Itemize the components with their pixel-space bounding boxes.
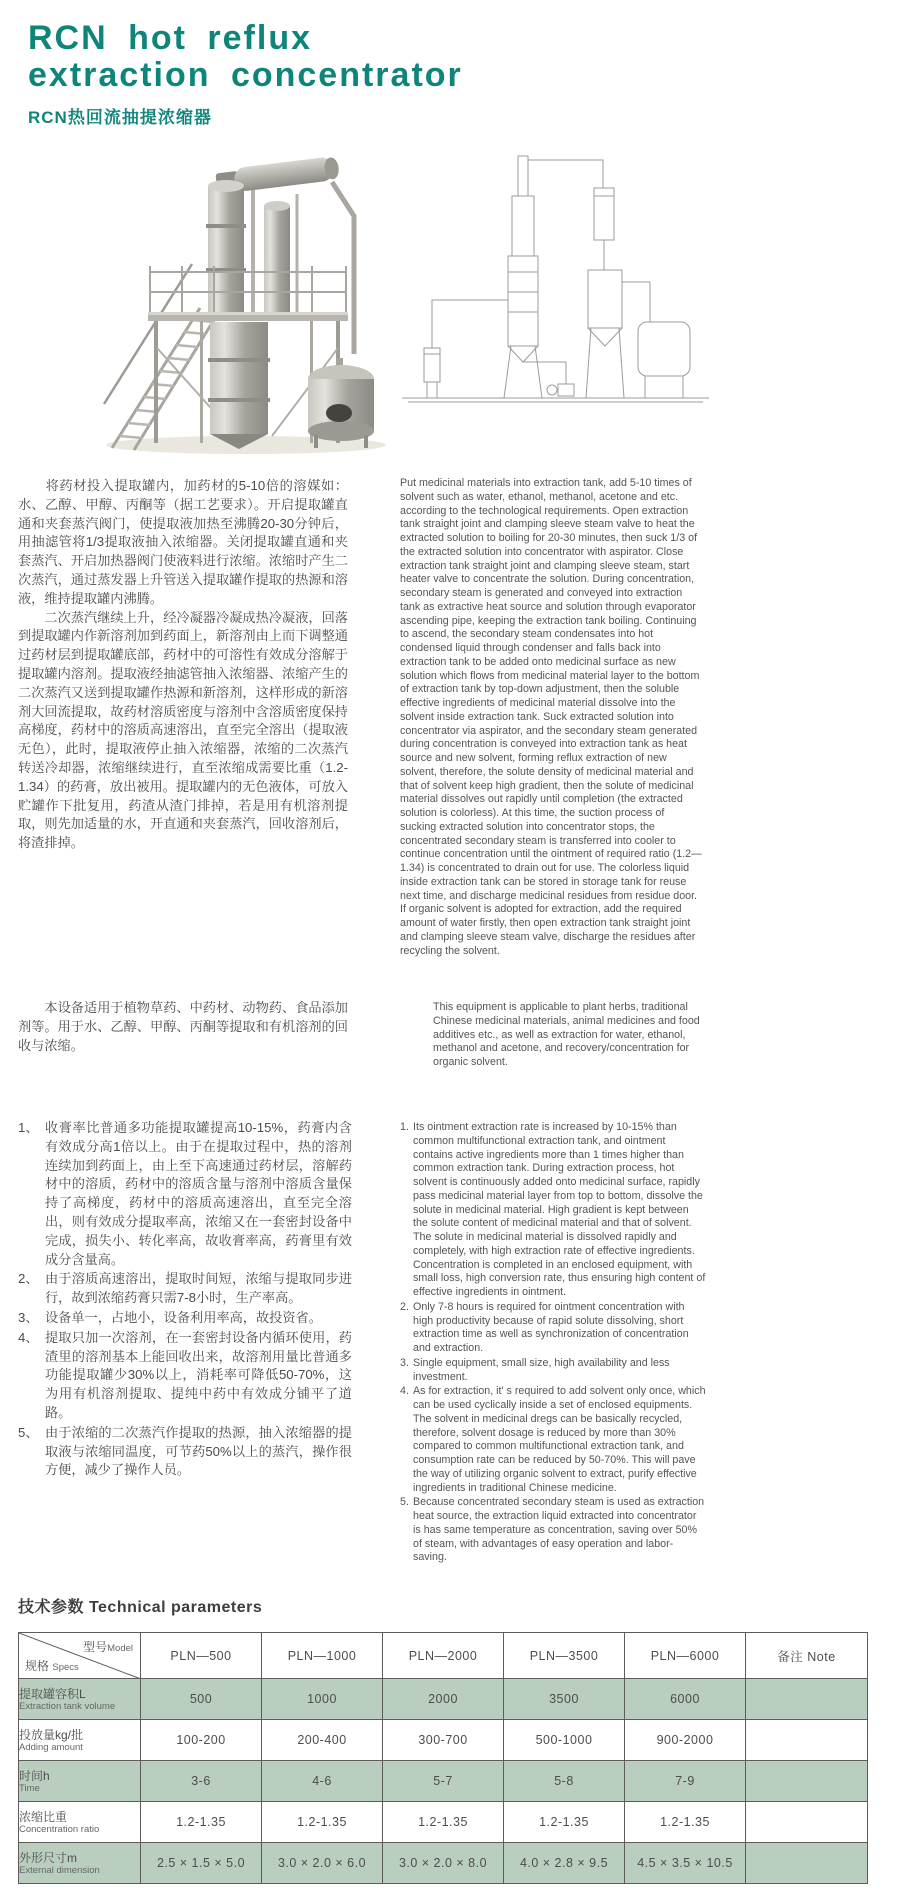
param-value: 100-200: [141, 1720, 262, 1761]
feature-text: 设备单一，占地小，设备利用率高，故投资省。: [45, 1309, 322, 1325]
feature-text: 由于溶质高速溶出，提取时间短，浓缩与提取同步进行，故到浓缩药膏只需7-8小时，生产率高。: [45, 1271, 352, 1306]
param-value: 1.2-1.35: [262, 1802, 383, 1843]
feature-number: 5.: [400, 1496, 409, 1509]
param-value: 200-400: [262, 1720, 383, 1761]
feature-number: 3.: [400, 1356, 409, 1369]
column-header-model-3: PLN—2000: [383, 1633, 504, 1679]
row-label-cn: 外形尺寸m: [19, 1850, 77, 1865]
feature-item-cn-5: [18, 1424, 352, 1480]
feature-text: 收膏率比普通多功能提取罐提高10-15%，药膏内含有效成分高1倍以上。由于在提取过程中，热的溶剂连续加到药面上，由上至下高速通过药材层，溶解药材中的溶质，药材中的溶质含量与溶剂中溶质含量保持了高梯度，药材中的溶质高速溶出，直至完全溶出，则有效成分提取率高，浓缩又在一套密封设备中完成，损失小、转化率高，故收膏率高，药膏里有效成分含量高。: [45, 1120, 352, 1267]
feature-text: 由于浓缩的二次蒸汽作提取的热源，抽入浓缩器的提取液与浓缩同温度，可节药50%以上的蒸汽，操作很方便，减少了操作人员。: [45, 1424, 352, 1478]
feature-number: 4、: [18, 1329, 39, 1345]
feature-text: Only 7-8 hours is required for ointment concentration with high productivity because of rapid solute dissolving, short extraction time as well as synchronization of concentration and extraction.: [413, 1300, 689, 1354]
param-value: 2.5 × 1.5 × 5.0: [141, 1843, 262, 1884]
row-label-en: Concentration ratio: [19, 1823, 100, 1835]
param-value: 1000: [262, 1679, 383, 1720]
tech-params-heading: 技术参数 Technical parameters: [18, 1599, 263, 1616]
table-row-concentration-ratio: [19, 1802, 868, 1843]
corner-specs-cn: 规格: [25, 1659, 50, 1673]
equipment-photo: [96, 136, 391, 456]
corner-model-cn: 型号: [83, 1640, 108, 1654]
note-cell: [746, 1720, 868, 1761]
param-value: 1.2-1.35: [383, 1802, 504, 1843]
row-label: [19, 1679, 141, 1720]
param-value: 900-2000: [625, 1720, 746, 1761]
feature-number: 4.: [400, 1385, 409, 1398]
feature-number: 3、: [18, 1309, 39, 1325]
column-header-note: 备注 Note: [746, 1633, 868, 1679]
feature-number: 1、: [18, 1120, 39, 1135]
note-cell: [746, 1761, 868, 1802]
param-value: 4.5 × 3.5 × 10.5: [625, 1843, 746, 1884]
feature-item-cn-2: [18, 1270, 352, 1308]
column-header-model-4: PLN—3500: [504, 1633, 625, 1679]
corner-model-label: [83, 1638, 133, 1655]
param-value: 500: [141, 1679, 262, 1720]
feature-number: 2.: [400, 1300, 409, 1313]
description-cn-para2: 二次蒸汽继续上升，经冷凝器冷凝成热冷凝液，回落到提取罐内作新溶剂加到药面上，新溶剂由上而下调整通过药材层到提取罐底部，药材中的可溶性有效成分溶解于提取罐内溶剂。提取液经抽滤管抽入浓缩器、浓缩产生的二次蒸汽又送到提取罐作热源和新溶剂，这样形成的新溶剂大回流提取，故药材溶质密度与溶剂中含溶质密度保持高梯度，药材中的溶质高速溶出，直至完全溶出（提取液无色），此时，提取液停止抽入浓缩器，浓缩的二次蒸汽转送冷却器，浓缩继续进行，直至浓缩成需要比重（1.2-1.34）的药膏，放出被用。提取罐内的无色液体，可放入贮罐作下批复用，药渣从渣门排掉，若是用有机溶剂提取，则先加适量的水，开直通和夹套蒸汽，回收溶剂后，将渣排掉。: [18, 609, 348, 851]
param-value: 1.2-1.35: [625, 1802, 746, 1843]
features-list-cn: [18, 1119, 352, 1481]
feature-text: Because concentrated secondary steam is used as extraction heat source, the extraction liquid extracted into concentrator is has same temperature as concentration, saving over 50% of steam, with advantages of easy operation and labor-saving.: [413, 1496, 705, 1564]
feature-text: Its ointment extraction rate is increased by 10-15% than common multifunctional extraction tank, and ointment contains active ingredients more than 1 times higher than common extraction tank. During extraction process, hot solvent is continuously added onto medicinal surface, rapidly pass medicinal material layer from top to bottom, dissolve the solute in medicinal material. High gradient is kept between the solute content of medicinal material and that of solvent. The solute in medicinal material is dissolved rapidly and completely, with high extraction rate of effective ingredients. Concentration is completed in an enclosed equipment, with small loss, high conversion rate, thus ensuring high content of effective ingredients in ointment.: [413, 1121, 706, 1298]
column-header-model-1: PLN—500: [141, 1633, 262, 1679]
param-value: 500-1000: [504, 1720, 625, 1761]
feature-item-en-4: [400, 1385, 706, 1495]
note-cell: [746, 1802, 868, 1843]
row-label-en: External dimension: [19, 1864, 100, 1876]
param-value: 2000: [383, 1679, 504, 1720]
param-value: 300-700: [383, 1720, 504, 1761]
param-value: 3.0 × 2.0 × 6.0: [262, 1843, 383, 1884]
row-label: [19, 1720, 141, 1761]
param-value: 1.2-1.35: [504, 1802, 625, 1843]
features-list-en: [400, 1121, 706, 1566]
row-label-cn: 提取罐容积L: [19, 1686, 86, 1701]
table-header-row: [19, 1633, 868, 1679]
page-title: [28, 20, 463, 94]
column-header-model-5: PLN—6000: [625, 1633, 746, 1679]
feature-item-en-1: [400, 1121, 706, 1300]
tech-params-table: [18, 1632, 868, 1884]
column-header-model-2: PLN—1000: [262, 1633, 383, 1679]
param-value: 4-6: [262, 1761, 383, 1802]
corner-model-en: Model: [107, 1643, 133, 1654]
feature-item-cn-3: [18, 1309, 352, 1328]
page-header: [28, 20, 463, 128]
page-subtitle-cn: RCN热回流抽提浓缩器: [28, 108, 212, 127]
description-en: Put medicinal materials into extraction tank, add 5-10 times of solvent such as water, ethanol, methanol, acetone and etc. according to the technological requirements. Open extraction tank straight joint and clamping sleeve steam valve to heat the extracted solution to boiling for 20-30 minutes, then suck 1/3 of the extracted solution into concentrator with aspirator. Close extraction tank straight joint and clamping sleeve steam, start heater valve to concentrate the solution. During concentration, secondary steam is generated and conveyed into extraction tank as extractive heat source and solution through evaporator ascending pipe, keeping the extraction tank boiling. Continuing to ascend, the secondary steam condensates into hot condensed liquid through condenser and falls back into extraction tank to be added onto medicinal surface as new solution which flows from medicinal material layer to the bottom of extraction tank by top-down adjustment, then the soluble effective ingredients of medicinal material dissolve into the solvent inside extraction tank. Suck extracted solution into concentrator via aspirator, and the secondary steam generated during concentration is conveyed into extraction tank as heat source and new solvent, forming reflux extraction of new solvent, therefore, the solute density of medicinal material and that of solvent keep high gradient, then the solute of medicinal material dissolves out rapidly until completion (the extracted solution is colorless). At this time, the suction process of sucking extracted solution into concentrator stops, the concentrated secondary steam is transferred into cooler to continue concentration until the ointment of required ratio (1.2—1.34) is concentrated to drain out for use. The colorless liquid inside extraction tank can be stored in storage tank for reuse next time, and discharge medicinal residues from residue door. If organic solvent is adopted for extraction, add the required amount of water firstly, then open extraction tank straight joint and clamping sleeve steam valve, discharge the residues after recycling the solvent.: [400, 477, 702, 957]
table-row-external-dimension: [19, 1843, 868, 1884]
corner-specs-en: Specs: [52, 1662, 79, 1673]
param-value: 5-7: [383, 1761, 504, 1802]
row-label-en: Adding amount: [19, 1741, 83, 1753]
page-title-line2: extraction concentrator: [28, 56, 463, 94]
row-label-cn: 投放量kg/批: [19, 1727, 84, 1742]
note-cell: [746, 1843, 868, 1884]
feature-item-en-3: [400, 1357, 706, 1385]
equipment-schematic-drawing: [398, 150, 713, 420]
param-value: 3.0 × 2.0 × 8.0: [383, 1843, 504, 1884]
param-value: 6000: [625, 1679, 746, 1720]
note-cell: [746, 1679, 868, 1720]
description-cn-para1: 将药材投入提取罐内，加药材的5-10倍的溶媒如：水、乙醇、甲醇、丙酮等（据工艺要求）。开启提取罐直通和夹套蒸汽阀门，使提取液加热至沸腾20-30分钟后，用抽滤管将1/3提取液抽入浓缩器。关闭提取罐直通和夹套蒸汽、开启加热器阀门使液料进行浓缩。浓缩时产生二次蒸汽，通过蒸发器上升管送入提取罐作提取的热源和溶液，维持提取罐内沸腾。: [18, 478, 348, 606]
table-row-time: [19, 1761, 868, 1802]
row-label-en: Extraction tank volume: [19, 1700, 116, 1712]
feature-text: Single equipment, small size, high availability and less investment.: [413, 1356, 670, 1383]
application-en: This equipment is applicable to plant herbs, traditional Chinese medicinal materials, animal medicines and food additives etc., as well as extraction for water, ethanol, methanol and acetone, and recovery/concentration for organic solvent.: [433, 1001, 700, 1068]
row-label-en: Time: [19, 1782, 40, 1794]
table-row-tank-volume: [19, 1679, 868, 1720]
feature-text: As for extraction, it' s required to add solvent only once, which can be used cyclically inside a set of enclosed equipments. The solvent in medicinal dregs can be basically recycled, therefore, solvent dosage is reduced by more than 30% compared to common multifunctional extraction tank, and consumption rate can be reduced by 50-70%. This will pave the way of utilizing organic solvent to extract, purify effective ingredients in traditional Chinese medicine.: [413, 1385, 706, 1494]
row-label: [19, 1761, 141, 1802]
page-title-line1: RCN hot reflux: [28, 19, 312, 57]
table-corner-cell: [19, 1633, 141, 1679]
feature-item-cn-1: [18, 1119, 352, 1269]
corner-specs-label: [25, 1657, 79, 1674]
param-value: 5-8: [504, 1761, 625, 1802]
feature-number: 2、: [18, 1271, 39, 1287]
application-cn: 本设备适用于植物草药、中药材、动物药、食品添加剂等。用于水、乙醇、甲醇、丙酮等提取和有机溶剂的回收与浓缩。: [18, 1000, 348, 1053]
feature-item-en-2: [400, 1301, 706, 1356]
param-value: 4.0 × 2.8 × 9.5: [504, 1843, 625, 1884]
param-value: 3500: [504, 1679, 625, 1720]
feature-number: 5、: [18, 1424, 39, 1440]
feature-item-en-5: [400, 1496, 706, 1565]
row-label: [19, 1843, 141, 1884]
param-value: 3-6: [141, 1761, 262, 1802]
description-cn: [18, 477, 348, 853]
row-label-cn: 时间h: [19, 1768, 50, 1783]
feature-text: 提取只加一次溶剂，在一套密封设备内循环使用，药渣里的溶剂基本上能回收出来，故溶剂用量比普通多功能提取罐少30%以上，消耗率可降低50-70%，这为用有机溶剂提取、提纯中药中有效成分铺平了道路。: [45, 1329, 352, 1420]
feature-item-cn-4: [18, 1329, 352, 1423]
row-label-cn: 浓缩比重: [19, 1809, 68, 1824]
row-label: [19, 1802, 141, 1843]
table-row-adding-amount: [19, 1720, 868, 1761]
param-value: 1.2-1.35: [141, 1802, 262, 1843]
param-value: 7-9: [625, 1761, 746, 1802]
feature-number: 1.: [400, 1121, 409, 1133]
